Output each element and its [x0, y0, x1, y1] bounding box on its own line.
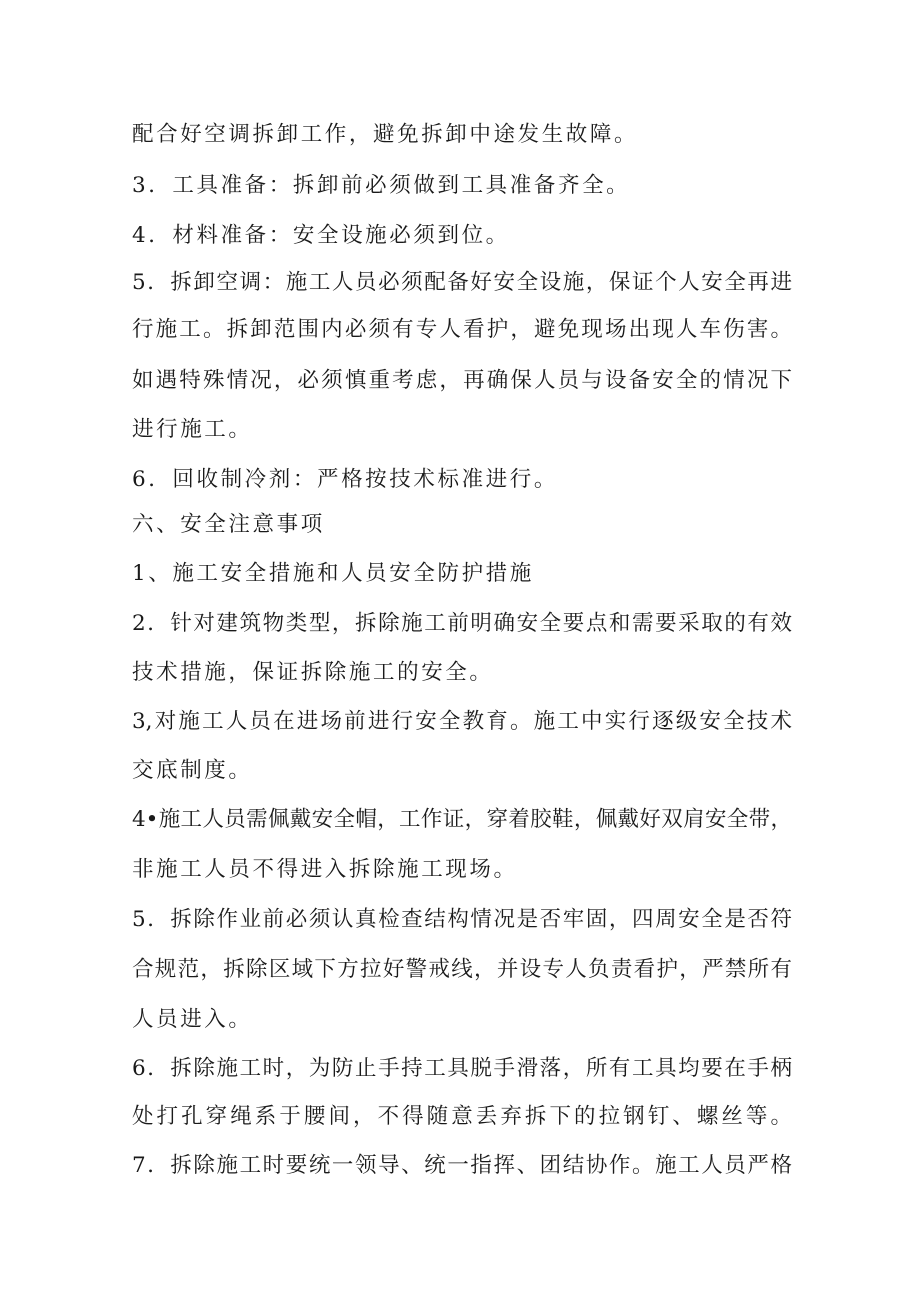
text-line: 合规范，拆除区域下方拉好警戒线，并设专人负责看护，严禁所有	[132, 957, 792, 982]
text-line: 3．工具准备：拆卸前必须做到工具准备齐全。	[132, 173, 631, 198]
text-line: 进行施工。	[132, 417, 253, 442]
text-line: 交底制度。	[132, 758, 253, 783]
text-line: 人员进入。	[132, 1007, 253, 1032]
text-line: 处打孔穿绳系于腰间，不得随意丢弃拆下的拉钢钉、螺丝等。	[132, 1104, 792, 1129]
text-line: 6．拆除施工时，为防止手持工具脱手滑落，所有工具均要在手柄	[132, 1056, 792, 1081]
text-line: 2．针对建筑物类型，拆除施工前明确安全要点和需要采取的有效	[132, 611, 792, 636]
text-line: 技术措施，保证拆除施工的安全。	[132, 660, 494, 685]
text-line: 5．拆卸空调：施工人员必须配备好安全设施，保证个人安全再进	[132, 270, 792, 295]
text-line: 配合好空调拆卸工作，避免拆卸中途发生故障。	[132, 122, 639, 147]
text-line: 6．回收制冷剂：严格按技术标准进行。	[132, 467, 558, 492]
text-line: 4．材料准备：安全设施必须到位。	[132, 223, 510, 248]
section-heading: 六、安全注意事项	[132, 512, 325, 537]
text-line: 非施工人员不得进入拆除施工现场。	[132, 857, 518, 882]
text-line: 如遇特殊情况，必须慎重考虑，再确保人员与设备安全的情况下	[132, 368, 792, 393]
text-line: 4•施工人员需佩戴安全帽，工作证，穿着胶鞋，佩戴好双肩安全带，	[132, 807, 792, 832]
text-line: 7．拆除施工时要统一领导、统一指挥、团结协作。施工人员严格	[132, 1153, 792, 1178]
text-line: 5．拆除作业前必须认真检查结构情况是否牢固，四周安全是否符	[132, 907, 792, 932]
text-line: 行施工。拆卸范围内必须有专人看护，避免现场出现人车伤害。	[132, 317, 792, 342]
text-line: 3,对施工人员在进场前进行安全教育。施工中实行逐级安全技术	[132, 709, 792, 734]
text-line: 1、施工安全措施和人员安全防护措施	[132, 561, 534, 586]
